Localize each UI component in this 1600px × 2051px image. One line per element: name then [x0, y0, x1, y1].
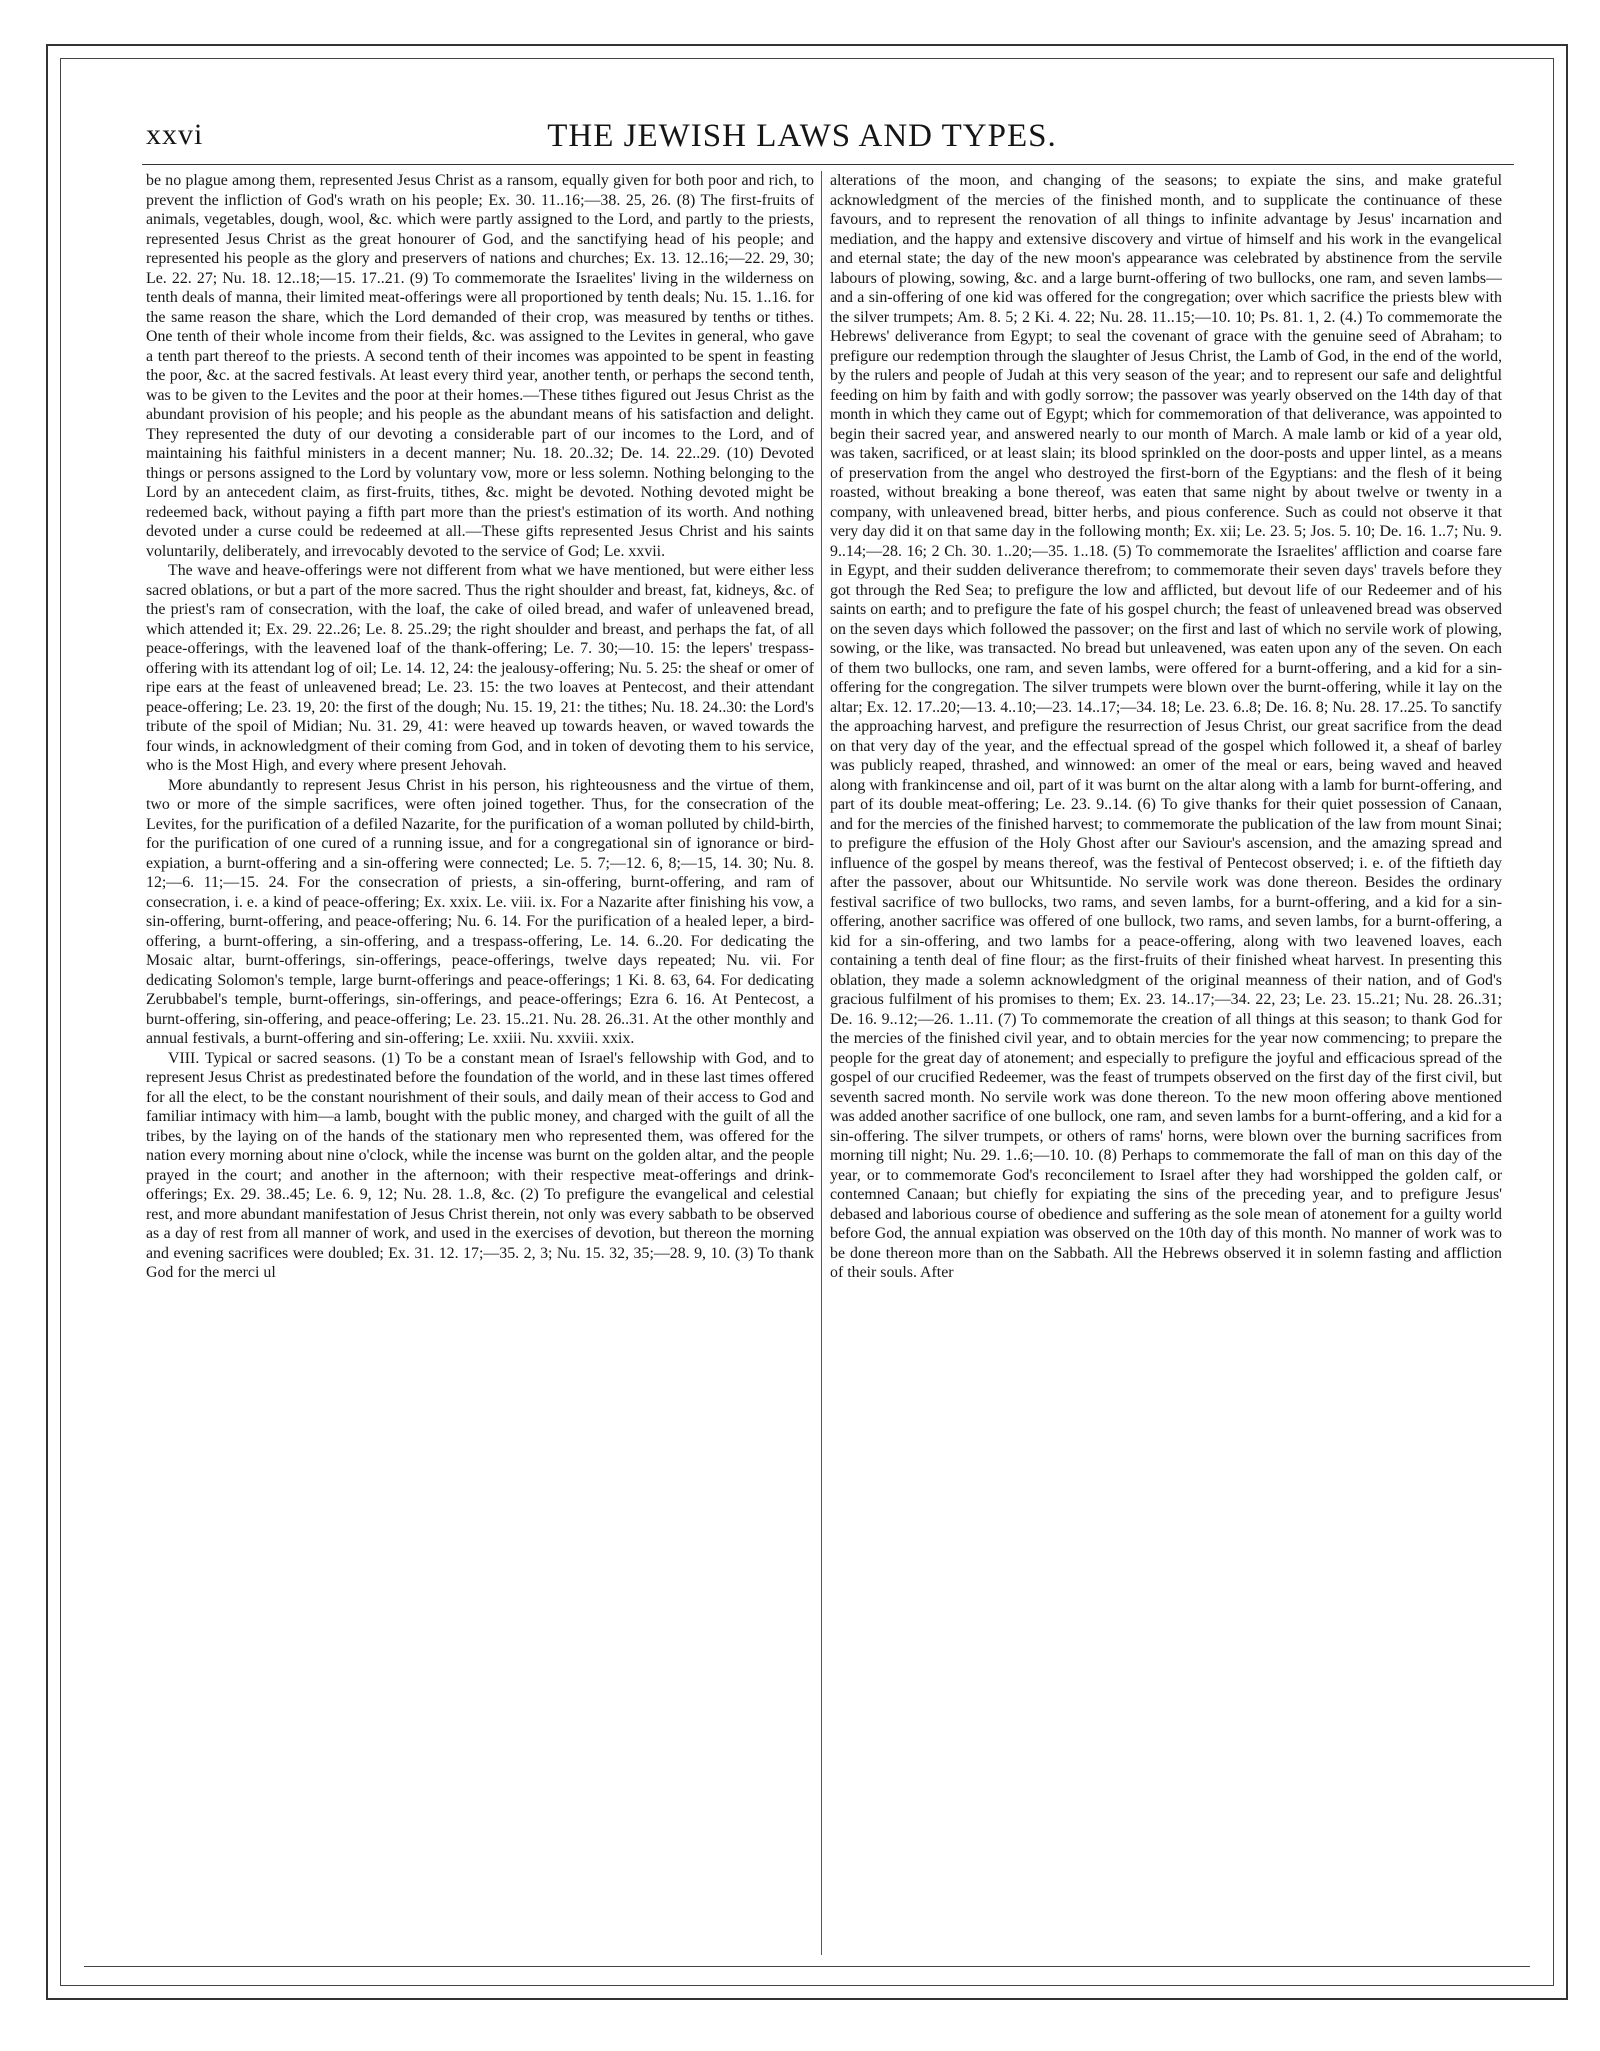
left-column — [146, 171, 814, 1955]
page-number: xxvi — [146, 118, 204, 151]
right-column — [830, 171, 1502, 1955]
column-divider — [821, 171, 822, 1955]
paragraph-wave-heave-offerings: The wave and heave-offerings were not different from what we have mentioned, but were either less sacred oblations, or but a part of the more sacred. Thus the right shoulder and breast, fat, kidneys, &c. of the priest's ram of consecration, with the loaf, the cake of oiled bread, and wafer of unleavened bread, which attended it; Ex. 29. 22..26; Le. 8. 25..29; the right shoulder and breast, and perhaps the fat, of all peace-offerings, with the leavened loaf of the thank-offering; Le. 7. 30;—10. 15: the lepers' trespass-offering with its attendant log of oil; Le. 14. 12, 24: the jealousy-offering; Nu. 5. 25: the sheaf or omer of ripe ears at the feast of unleavened bread; Le. 23. 15: the two loaves at Pentecost, and their attendant peace-offering; Le. 23. 19, 20: the first of the dough; Nu. 15. 19, 21: the tithes; Nu. 18. 24..30: the Lord's tribute of the spoil of Midian; Nu. 31. 29, 41: were heaved up towards heaven, or waved towards the four winds, in acknowledgment of their coming from God, and in token of devoting them to his service, who is the Most High, and every where present Jehovah. — [146, 562, 814, 774]
header-rule — [142, 164, 1514, 165]
paragraph-joined-sacrifices: More abundantly to represent Jesus Christ in his person, his righteousness and the virtue of them, two or more of the simple sacrifices, were often joined together. Thus, for the consecration of the Levites, for the purification of a defiled Nazarite, for the purification of a woman polluted by child-birth, for the purification of one cured of a running issue, and for a congregational sin of ignorance or bird-expiation, a burnt-offering and a sin-offering were connected; Le. 5. 7;—12. 6, 8;—15, 14. 30; Nu. 8. 12;—6. 11;—15. 24. For the consecration of priests, a sin-offering, burnt-offering, and ram of consecration, i. e. a kind of peace-offering; Ex. xxix. Le. viii. ix. For a Nazarite after finishing his vow, a sin-offering, burnt-offering, and peace-offering; Nu. 6. 14. For the purification of a healed leper, a bird-offering, a burnt-offering, a sin-offering, and a trespass-offering, Le. 14. 6..20. For dedicating the Mosaic altar, burnt-offerings, sin-offerings, peace-offerings, twelve days repeated; Nu. vii. For dedicating Solomon's temple, large burnt-offerings and peace-offerings; 1 Ki. 8. 63, 64. For dedicating Zerubbabel's temple, burnt-offerings, sin-offerings, and peace-offerings; Ezra 6. 16. At Pentecost, a burnt-offering, sin-offering, and peace-offering; Le. 23. 15..21. Nu. 28. 26..31. At the other monthly and annual festivals, a burnt-offering and sin-offering; Le. xxiii. Nu. xxviii. xxix. — [146, 776, 814, 1047]
running-title: THE JEWISH LAWS AND TYPES. — [547, 118, 1057, 154]
running-head — [94, 116, 1510, 166]
paragraph-tithes-devoted: be no plague among them, represented Jesus Christ as a ransom, equally given for both poor and rich, to prevent the infliction of God's wrath on his people; Ex. 30. 11..16;—38. 25, 26. (8) The first-fruits of animals, vegetables, dough, wool, &c. which were partly assigned to the Lord, and partly to the priests, represented Jesus Christ as the great honourer of God, and the sanctifying head of his people; and represented his people as the glory and preservers of nations and churches; Ex. 13. 12..16;—22. 29, 30; Le. 22. 27; Nu. 18. 12..18;—15. 17..21. (9) To commemorate the Israelites' living in the wilderness on tenth deals of manna, their limited meat-offerings were all proportioned by tenth deals; Nu. 15. 1..16. for the same reason the share, which the Lord demanded of their crop, was measured by tenths or tithes. One tenth of their whole income from their fields, &c. was assigned to the Levites in general, who gave a tenth part thereof to the priests. A second tenth of their incomes was appointed to be spent in feasting the poor, &c. at the sacred festivals. At least every third year, another tenth, or perhaps the second tenth, was to be given to the Levites and the poor at their homes.—These tithes figured out Jesus Christ as the abundant provision of his people; and his people as the abundant means of his satisfaction and delight. They represented the duty of our devoting a considerable part of our incomes to the Lord, and of maintaining his faithful ministers in a decent manner; Nu. 18. 20..32; De. 14. 22..29. (10) Devoted things or persons assigned to the Lord by voluntary vow, more or less solemn. Nothing belonging to the Lord by an antecedent claim, as first-fruits, tithes, &c. might be devoted. Nothing devoted might be redeemed back, without paying a fifth part more than the priest's estimation of its worth. And nothing devoted under a curse could be redeemed at all.—These gifts represented Jesus Christ and his saints voluntarily, deliberately, and irrevocably devoted to the service of God; Le. xxvii. — [146, 172, 814, 560]
page-border-bottom-rule — [84, 1966, 1530, 1967]
paragraph-festivals: alterations of the moon, and changing of the seasons; to expiate the sins, and make grateful acknowledgment of the mercies of the finished month, and to supplicate the continuance of these favours, and to represent the renovation of all things to infinite advantage by Jesus' incarnation and mediation, and the happy and extensive discovery and virtue of himself and his work in the evangelical and eternal state; the day of the new moon's appearance was celebrated by abstinence from the servile labours of plowing, sowing, &c. and a large burnt-offering of two bullocks, one ram, and seven lambs—and a sin-offering of one kid was offered for the congregation; over which sacrifice the priests blew with the silver trumpets; Am. 8. 5; 2 Ki. 4. 22; Nu. 28. 11..15;—10. 10; Ps. 81. 1, 2. (4.) To commemorate the Hebrews' deliverance from Egypt; to seal the covenant of grace with the genuine seed of Abraham; to prefigure our redemption through the slaughter of Jesus Christ, the Lamb of God, in the end of the world, by the rulers and people of Judah at this very season of the year; and to represent our safe and delightful feeding on him by faith and with godly sorrow; the passover was yearly observed on the 14th day of that month in which they came out of Egypt; which for commemoration of that deliverance, was appointed to begin their sacred year, and answered nearly to our month of March. A male lamb or kid of a year old, was taken, sacrificed, or at least slain; its blood sprinkled on the door-posts and upper lintel, as a means of preservation from the angel who destroyed the first-born of the Egyptians: and the flesh of it being roasted, without breaking a bone thereof, was eaten that same night by about twelve or twenty in a company, with unleavened bread, bitter herbs, and pious conference. Such as could not observe it that very day did it on that same day in the following month; Ex. xii; Le. 23. 5; Jos. 5. 10; De. 16. 1..7; Nu. 9. 9..14;—28. 16; 2 Ch. 30. 1..20;—35. 1..18. (5) To commemorate the Israelites' affliction and coarse fare in Egypt, and their sudden deliverance therefrom; to commemorate their seven days' travels before they got through the Red Sea; to prefigure the low and afflicted, but devout life of our Redeemer and of his saints on earth; and to prefigure the fate of his gospel church; the feast of unleavened bread was observed on the seven days which followed the passover; on the first and last of which no servile work of plowing, sowing, or the like, was transacted. No bread but unleavened, was eaten upon any of the seven. On each of them two bullocks, one ram, and seven lambs, were offered for a burnt-offering, and a kid for a sin-offering for the congregation. The silver trumpets were blown over the burnt-offering, while it lay on the altar; Ex. 12. 17..20;—13. 4..10;—23. 14..17;—34. 18; Le. 23. 6..8; De. 16. 8; Nu. 28. 17..25. To sanctify the approaching harvest, and prefigure the resurrection of Jesus Christ, our great sacrifice from the dead on that very day of the year, and the effectual spread of the gospel which followed it, a sheaf of barley was publicly reaped, thrashed, and winnowed: an omer of the meal or ears, being waved and heaved along with frankincense and oil, part of it was burnt on the altar along with a lamb for burnt-offering, and part of its double meat-offering; Le. 23. 9..14. (6) To give thanks for their quiet possession of Canaan, and for the mercies of the finished harvest; to commemorate the publication of the law from mount Sinai; to prefigure the effusion of the Holy Ghost after our Saviour's ascension, and the amazing spread and influence of the gospel by means thereof, was the festival of Pentecost observed; i. e. of the fiftieth day after the passover, about our Whitsuntide. No servile work was done thereon. Besides the ordinary festival sacrifice of two bullocks, two rams, and seven lambs, for a burnt-offering, and a kid for a sin-offering, another sacrifice was offered of one bullock, two rams, and seven lambs, for a burnt-offering, a kid for a sin-offering, and two lambs for a peace-offering, along with two leavened loaves, each containing a tenth deal of fine flour; as the first-fruits of their finished wheat harvest. In presenting this oblation, they made a solemn acknowledgment of the original meanness of their nation, and of God's gracious fulfilment of his promises to them; Ex. 23. 14..17;—34. 22, 23; Le. 23. 15..21; Nu. 28. 26..31; De. 16. 9..12;—26. 1..11. (7) To commemorate the creation of all things at this season; to thank God for the mercies of the finished civil year, and to obtain mercies for the year now commencing; to prepare the people for the great day of atonement; and especially to prefigure the joyful and efficacious spread of the gospel of our crucified Redeemer, was the feast of trumpets observed on the first day of the first civil, but seventh sacred month. No servile work was done thereon. To the new moon offering above mentioned was added another sacrifice of one bullock, one ram, and seven lambs for a burnt-offering, and a kid for a sin-offering. The silver trumpets, or others of rams' horns, were blown over the burning sacrifices from morning till night; Nu. 29. 1..6;—10. 10. (8) Perhaps to commemorate the fall of man on this day of the year, or to commemorate God's reconcilement to Israel after they had worshipped the golden calf, or contemned Canaan; but chiefly for expiating the sins of the preceding year, and to prefigure Jesus' debased and laborious course of obedience and suffering as the sole mean of atonement for a guilty world before God, the annual expiation was observed on the 10th day of this month. No manner of work was to be done thereon more than on the Sabbath. All the Hebrews observed it in solemn fasting and affliction of their souls. After — [830, 172, 1502, 1281]
paragraph-sacred-seasons: VIII. Typical or sacred seasons. (1) To be a constant mean of Israel's fellowship with God, and to represent Jesus Christ as predestinated before the foundation of the world, and in these last times offered for all the elect, to be the constant nourishment of their souls, and daily mean of their access to God and familiar intimacy with him—a lamb, bought with the public money, and charged with the guilt of all the tribes, by the laying on of the hands of the stationary men who represented them, was offered for the nation every morning about nine o'clock, while the incense was burnt on the golden altar, and the people prayed in the court; and another in the afternoon; with their respective meat-offerings and drink-offerings; Ex. 29. 38..45; Le. 6. 9, 12; Nu. 28. 1..8, &c. (2) To prefigure the evangelical and celestial rest, and more abundant manifestation of Jesus Christ therein, not only was every sabbath to be observed as a day of rest from all manner of work, and used in the exercises of devotion, but thereon the morning and evening sacrifices were doubled; Ex. 31. 12. 17;—35. 2, 3; Nu. 15. 32, 35;—28. 9, 10. (3) To thank God for the merci ul — [146, 1049, 814, 1281]
